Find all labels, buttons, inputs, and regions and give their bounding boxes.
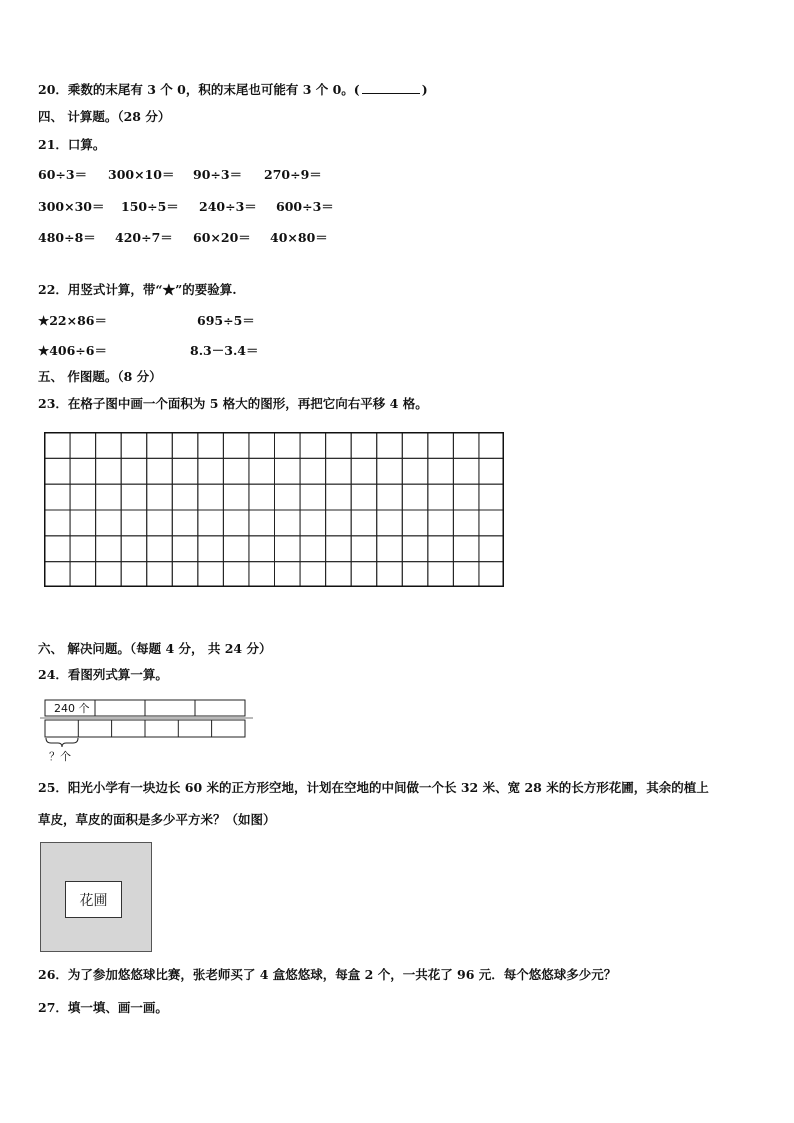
grid-cell[interactable] — [198, 433, 224, 459]
grid-cell[interactable] — [249, 536, 275, 562]
grid-cell[interactable] — [300, 458, 326, 484]
grid-cell[interactable] — [45, 562, 71, 587]
oral-calc-item: 60÷3＝ — [38, 167, 88, 182]
question-25-line2: 草皮，草皮的面积是多少平方米？（如图） — [38, 812, 276, 827]
question-26: 26．为了参加悠悠球比赛，张老师买了 4 盒悠悠球，每盒 2 个，一共花了 96 元．每个悠悠球多少元？ — [38, 967, 617, 982]
grid-cell[interactable] — [172, 484, 198, 510]
grid-cell[interactable] — [121, 458, 147, 484]
grid-cell[interactable] — [121, 536, 147, 562]
grid-cell[interactable] — [326, 562, 352, 587]
oral-calc-item: 150÷5＝ — [121, 199, 179, 214]
grid-cell[interactable] — [377, 562, 403, 587]
grid-cell[interactable] — [326, 510, 352, 536]
grid-cell[interactable] — [70, 458, 96, 484]
grid-cell[interactable] — [121, 510, 147, 536]
oral-calc-item: 90÷3＝ — [193, 167, 243, 182]
grid-cell[interactable] — [351, 510, 377, 536]
grid-cell[interactable] — [172, 458, 198, 484]
grid-cell[interactable] — [275, 433, 301, 459]
grid-cell[interactable] — [172, 562, 198, 587]
grid-cell[interactable] — [402, 458, 428, 484]
grid-cell[interactable] — [249, 484, 275, 510]
answer-blank[interactable] — [362, 82, 420, 94]
grid-cell[interactable] — [351, 433, 377, 459]
oral-calc-item: 480÷8＝ — [38, 230, 96, 245]
brace — [46, 738, 78, 747]
question-20-text: 20．乘数的末尾有 3 个 0，积的末尾也可能有 3 个 0。( — [38, 82, 360, 97]
grid-cell[interactable] — [121, 433, 147, 459]
grid-cell[interactable] — [249, 510, 275, 536]
grid-cell[interactable] — [402, 484, 428, 510]
grid-cell[interactable] — [402, 433, 428, 459]
grid-cell[interactable] — [96, 458, 122, 484]
square-lot-figure — [40, 842, 152, 952]
grid-cell[interactable] — [223, 458, 249, 484]
grid-cell[interactable] — [300, 562, 326, 587]
grid-cell[interactable] — [198, 484, 224, 510]
grid-cell[interactable] — [172, 433, 198, 459]
grid-cell[interactable] — [70, 510, 96, 536]
grid-cell[interactable] — [275, 484, 301, 510]
question-25-line1: 25．阳光小学有一块边长 60 米的正方形空地，计划在空地的中间做一个长 32 米、宽 28 米的长方形花圃，其余的植上 — [38, 780, 709, 795]
question-27: 27．填一填、画一画。 — [38, 1000, 168, 1015]
grid-cell[interactable] — [453, 484, 479, 510]
grid-cell[interactable] — [147, 458, 173, 484]
question-23-title: 23．在格子图中画一个面积为 5 格大的图形，再把它向右平移 4 格。 — [38, 396, 428, 411]
grid-cell[interactable] — [453, 510, 479, 536]
grid-cell[interactable] — [351, 484, 377, 510]
grid-cell[interactable] — [479, 510, 504, 536]
section-4-title: 四、 计算题。（28 分） — [38, 109, 171, 124]
segment-bar-diagram — [40, 696, 255, 766]
grid-cell[interactable] — [377, 458, 403, 484]
grid-cell[interactable] — [300, 536, 326, 562]
grid-cell[interactable] — [428, 562, 454, 587]
grid-cell[interactable] — [428, 433, 454, 459]
oral-calc-item: 40×80＝ — [270, 230, 328, 245]
grid-cell[interactable] — [147, 484, 173, 510]
question-22-title: 22．用竖式计算，带“★”的要验算. — [38, 282, 237, 297]
grid-cell[interactable] — [121, 562, 147, 587]
grid-cell[interactable] — [300, 484, 326, 510]
grid-cell[interactable] — [351, 536, 377, 562]
grid-cell[interactable] — [479, 484, 504, 510]
grid-cell[interactable] — [275, 458, 301, 484]
grid-cell[interactable] — [70, 562, 96, 587]
vertical-calc-item: ★406÷6＝ — [38, 343, 107, 358]
grid-cell[interactable] — [70, 484, 96, 510]
oral-calc-item: 300×30＝ — [38, 199, 105, 214]
grid-cell[interactable] — [198, 562, 224, 587]
grid-cell[interactable] — [96, 510, 122, 536]
grid-cell[interactable] — [198, 510, 224, 536]
grid-cell[interactable] — [479, 433, 504, 459]
grid-cell[interactable] — [428, 484, 454, 510]
grid-cell[interactable] — [402, 510, 428, 536]
grid-cell[interactable] — [45, 433, 71, 459]
grid-cell[interactable] — [275, 536, 301, 562]
grid-cell[interactable] — [70, 433, 96, 459]
grid-cell[interactable] — [45, 510, 71, 536]
question-20-close: ) — [421, 82, 428, 97]
grid-cell[interactable] — [223, 484, 249, 510]
grid-cell[interactable] — [223, 536, 249, 562]
grid-cell[interactable] — [453, 562, 479, 587]
grid-cell[interactable] — [351, 562, 377, 587]
oral-calc-item: 420÷7＝ — [115, 230, 173, 245]
grid-cell[interactable] — [45, 536, 71, 562]
grid-cell[interactable] — [300, 433, 326, 459]
vertical-calc-item: 695÷5＝ — [197, 313, 255, 328]
grid-cell[interactable] — [453, 536, 479, 562]
grid-cell[interactable] — [249, 433, 275, 459]
grid-cell[interactable] — [96, 433, 122, 459]
grid-cell[interactable] — [428, 458, 454, 484]
grid-cell[interactable] — [121, 484, 147, 510]
grid-cell[interactable] — [96, 562, 122, 587]
grid-cell[interactable] — [275, 510, 301, 536]
grid-cell[interactable] — [147, 562, 173, 587]
oral-calc-item: 60×20＝ — [193, 230, 251, 245]
grid-cell[interactable] — [300, 510, 326, 536]
grid-cell[interactable] — [147, 510, 173, 536]
grid-cell[interactable] — [172, 536, 198, 562]
grid-cell[interactable] — [428, 510, 454, 536]
oral-calc-item: 600÷3＝ — [276, 199, 334, 214]
grid-cell[interactable] — [223, 433, 249, 459]
grid-cell[interactable] — [275, 562, 301, 587]
top-bar-label: 240 个 — [54, 702, 90, 715]
grid-cell[interactable] — [96, 536, 122, 562]
garden-label: 花圃 — [65, 881, 122, 918]
grid-cell[interactable] — [70, 536, 96, 562]
grid-cell[interactable] — [326, 458, 352, 484]
grid-cell[interactable] — [479, 536, 504, 562]
grid-cell[interactable] — [453, 458, 479, 484]
grid-cell[interactable] — [351, 458, 377, 484]
grid-cell[interactable] — [45, 484, 71, 510]
grid-cell[interactable] — [96, 484, 122, 510]
grid-cell[interactable] — [172, 510, 198, 536]
grid-cell[interactable] — [326, 433, 352, 459]
grid-cell[interactable] — [402, 536, 428, 562]
grid-cell[interactable] — [479, 458, 504, 484]
grid-cell[interactable] — [377, 536, 403, 562]
bottom-bar-label: ？个 — [49, 750, 71, 763]
grid-cell[interactable] — [147, 536, 173, 562]
grid-cell[interactable] — [377, 433, 403, 459]
oral-calc-item: 300×10＝ — [108, 167, 175, 182]
grid-cell[interactable] — [428, 536, 454, 562]
grid-cell[interactable] — [453, 433, 479, 459]
section-5-title: 五、 作图题。（8 分） — [38, 369, 162, 384]
grid-cell[interactable] — [223, 510, 249, 536]
grid-cell[interactable] — [479, 562, 504, 587]
grid-cell[interactable] — [249, 458, 275, 484]
grid-cell[interactable] — [326, 484, 352, 510]
grid-cell[interactable] — [198, 458, 224, 484]
square-grid[interactable] — [44, 432, 504, 587]
vertical-calc-item: ★22×86＝ — [38, 313, 107, 328]
grid-cell[interactable] — [402, 562, 428, 587]
grid-cell[interactable] — [377, 484, 403, 510]
grid-cell[interactable] — [326, 536, 352, 562]
oral-calc-item: 270÷9＝ — [264, 167, 322, 182]
vertical-calc-item: 8.3－3.4＝ — [190, 343, 259, 358]
grid-cell[interactable] — [223, 562, 249, 587]
question-20 — [38, 82, 428, 98]
grid-cell[interactable] — [249, 562, 275, 587]
grid-cell[interactable] — [147, 433, 173, 459]
grid-cell[interactable] — [377, 510, 403, 536]
section-6-title: 六、 解决问题。（每题 4 分， 共 24 分） — [38, 641, 272, 656]
question-21-title: 21．口算。 — [38, 137, 106, 152]
grid-cell[interactable] — [198, 536, 224, 562]
oral-calc-item: 240÷3＝ — [199, 199, 257, 214]
question-24-title: 24．看图列式算一算。 — [38, 667, 168, 682]
grid-cell[interactable] — [45, 458, 71, 484]
